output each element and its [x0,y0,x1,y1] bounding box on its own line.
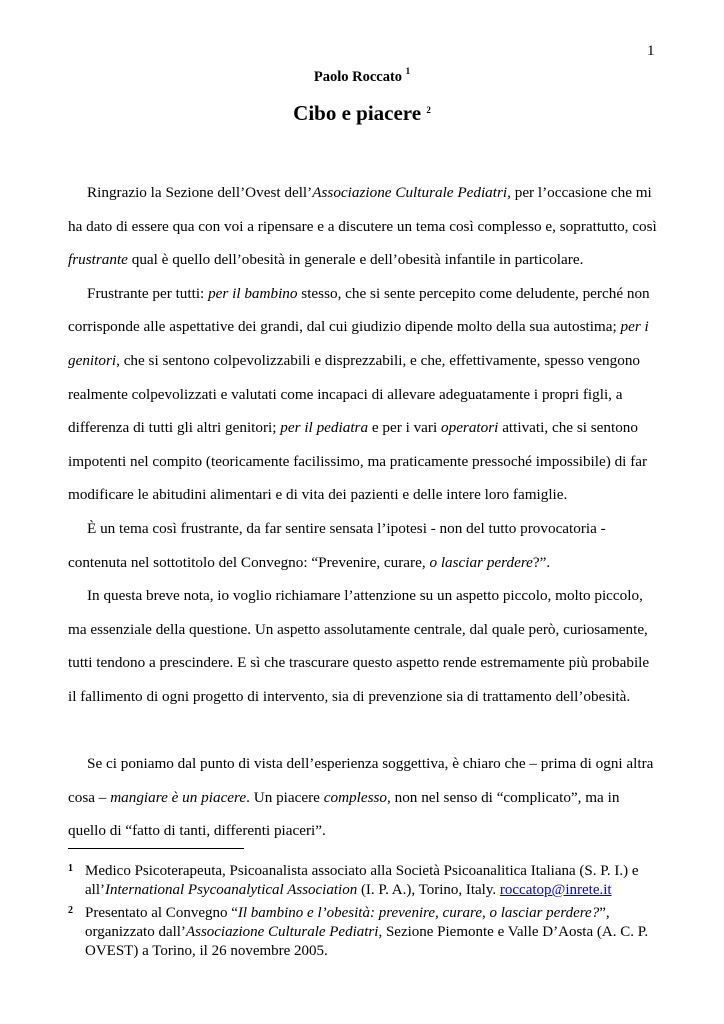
title-text: Cibo e piacere [293,101,422,125]
italic-run: Associazione Culturale Pediatri [312,184,508,201]
text-run: In questa breve nota, io voglio richiamare l’attenzione su un aspetto piccolo, molto piccolo, ma essenziale della questione. Un aspetto assolutamente centrale, dal quale però, curiosamente, tutti tendono a prescindere. E sì che trascurare questo aspetto rende estremamente più probabile il fallimento di ogni progetto di intervento, sia di prevenzione sia di trattamento dell’obesità. [68,587,650,705]
text-run: , Sezione Piemonte e Valle D’Aosta (A. C. P. OVEST) a Torino, il 26 novembre 2005. [85,924,649,959]
paragraph-2 [68,277,658,512]
footnote-2 [68,904,658,961]
text-run: Medico Psicoterapeuta, Psicoanalista associato alla Società Psicoanalitica Italiana (S. P. I.) e all’ [85,863,639,898]
italic-run: International Psycoanalytical Association [105,882,358,898]
email-link[interactable]: roccatop@inrete.it [499,882,612,898]
text-run: Presentato al Convegno “ [85,905,238,921]
author-name [0,66,724,86]
italic-run: per il bambino [208,284,298,302]
paragraph-4 [68,579,658,713]
text-run: . Un piacere [246,788,324,806]
footnote-separator [68,848,244,849]
italic-run: frustrante [68,251,128,269]
paragraph-5 [68,747,658,848]
body-text [68,176,658,848]
footnote-1 [68,862,658,900]
text-run: , non nel senso di “complicato”, ma in quello di “fatto di tanti, differenti piaceri”. [68,788,620,840]
italic-run: operatori [441,419,499,437]
text-run: qual è quello dell’obesità in generale e dell’obesità infantile in particolare. [127,251,584,269]
text-run: ”, organizzato dall’ [85,905,610,940]
italic-run: Il bambino e l’obesità: prevenire, curare, o lasciar perdere? [237,905,600,921]
page-title [0,101,724,126]
footnote-text [85,904,658,961]
text-run: , per l’occasione che mi ha dato di essere qua con voi a ripensare e a discutere un tema così complesso e, soprattutto, così [68,184,657,235]
text-run: Se ci poniamo dal punto di vista dell’esperienza soggettiva, è chiaro che – prima di ogni altra cosa – [68,755,654,806]
text-run: Frustrante per tutti: [87,284,209,302]
paragraph-3 [68,512,658,579]
footnote-mark: 1 [68,863,73,874]
text-run: È un tema così frustrante, da far sentire sensata l’ipotesi - non del tutto provocatoria - contenuta nel sottotitolo del Convegno: “Prevenire, curare, [68,519,606,571]
italic-run: per i genitori [68,318,649,369]
title-footnote-ref[interactable]: 2 [426,104,431,115]
page-number: 1 [647,43,655,59]
footnote-mark: 2 [68,905,73,916]
italic-run: Associazione Culturale Pediatri [185,924,379,940]
italic-run: o lasciar perdere [429,553,533,571]
text-run: ?”. [532,553,551,571]
text-run: (I. P. A.), Torino, Italy. [357,882,500,898]
paragraph-1 [68,176,658,277]
italic-run: mangiare è un piacere [110,788,247,806]
author-text: Paolo Roccato [313,69,403,86]
text-run: e per i vari [368,419,441,437]
author-footnote-ref[interactable]: 1 [405,66,411,76]
text-run: attivati, che si sentono impotenti nel compito (teoricamente facilissimo, ma praticamente pressoché impossibile) di far modificare le abitudini alimentari e di vita dei pazienti e delle intere loro famiglie. [68,419,648,504]
text-run: stesso, che si sente percepito come deludente, perché non corrisponde alle aspettative dei grandi, dal cui giudizio dipende molto della sua autostima; [68,284,650,336]
italic-run: complesso [323,788,388,806]
text-run: Ringrazio la Sezione dell’Ovest dell’ [87,184,313,201]
italic-run: per il pediatra [280,419,369,437]
footnote-text [85,862,658,900]
text-run: , che si sentono colpevolizzabili e disprezzabili, e che, effettivamente, spesso vengono realmente colpevolizzati e valutati come incapaci di allevare adeguatamente i propri figli, a differenza di tutti gli altri genitori; [68,351,641,437]
